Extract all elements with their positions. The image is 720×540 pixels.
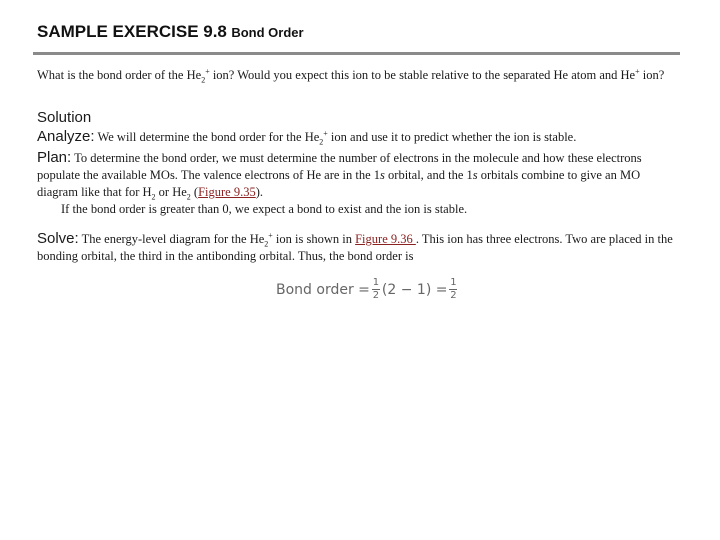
plan-label: Plan: [37, 149, 72, 166]
fraction-numerator: 1 [450, 277, 457, 288]
solve-paragraph [37, 230, 677, 265]
solve-text: . This ion has three electrons. Two are placed in the bonding orbital, the third in the antibonding orbital. Thus, the bond order is [37, 232, 673, 263]
orbital-italic: s [472, 168, 478, 182]
plan-text: To determine the bond order, we must determine the number of electrons in the molecule and how these electrons populate the available MOs. The valence electrons of He are in the 1 [37, 151, 642, 182]
fraction-denominator: 2 [372, 290, 380, 301]
equation-lhs: Bond order = [276, 281, 370, 298]
exercise-subtitle: Bond Order [231, 25, 304, 40]
subscript: 2 [264, 239, 269, 249]
header-divider [33, 52, 680, 55]
fraction-result [449, 278, 457, 301]
orbital-italic: s [380, 168, 385, 182]
plan-text: or He [155, 185, 187, 199]
bond-order-equation [276, 278, 459, 301]
solve-text: The energy-level diagram for the He [78, 232, 265, 246]
plan-text: ). [255, 185, 264, 199]
fraction-denominator: 2 [450, 290, 457, 301]
solve-text: ion is shown in [272, 232, 356, 246]
superscript: + [635, 66, 640, 76]
solution-heading: Solution [37, 109, 92, 126]
analyze-text: We will determine the bond order for the He [94, 130, 320, 144]
superscript: + [323, 128, 328, 138]
analyze-label: Analyze: [37, 128, 95, 145]
question-part: What is the bond order of the He [37, 68, 202, 82]
subscript: 2 [201, 75, 206, 85]
solve-label: Solve: [37, 230, 79, 247]
analyze-text: ion and use it to predict whether the ion is stable. [327, 130, 577, 144]
plan-paragraph [37, 149, 677, 218]
question-part: ion? [639, 68, 665, 82]
superscript: + [205, 66, 210, 76]
fraction-numerator: 1 [372, 277, 380, 288]
superscript: + [268, 230, 273, 240]
plan-text: ( [190, 185, 199, 199]
fraction-half [372, 278, 380, 301]
equation-middle: (2 − 1) = [381, 281, 448, 298]
plan-text: orbitals combine to give an MO diagram like that for H [37, 168, 641, 199]
analyze-paragraph [37, 128, 677, 146]
plan-text: orbital, and the 1 [384, 168, 473, 182]
figure-9-35-link[interactable]: Figure 9.35 [198, 185, 256, 199]
question-text [37, 67, 677, 84]
exercise-header [37, 22, 304, 42]
question-part: ion? Would you expect this ion to be stable relative to the separated He atom and He [209, 68, 636, 82]
exercise-title: SAMPLE EXERCISE 9.8 [37, 22, 227, 41]
subscript: 2 [151, 192, 156, 202]
figure-9-36-link[interactable]: Figure 9.36 [355, 232, 416, 246]
plan-second-paragraph: If the bond order is greater than 0, we expect a bond to exist and the ion is stable. [61, 202, 468, 216]
subscript: 2 [319, 137, 324, 147]
subscript: 2 [186, 192, 191, 202]
